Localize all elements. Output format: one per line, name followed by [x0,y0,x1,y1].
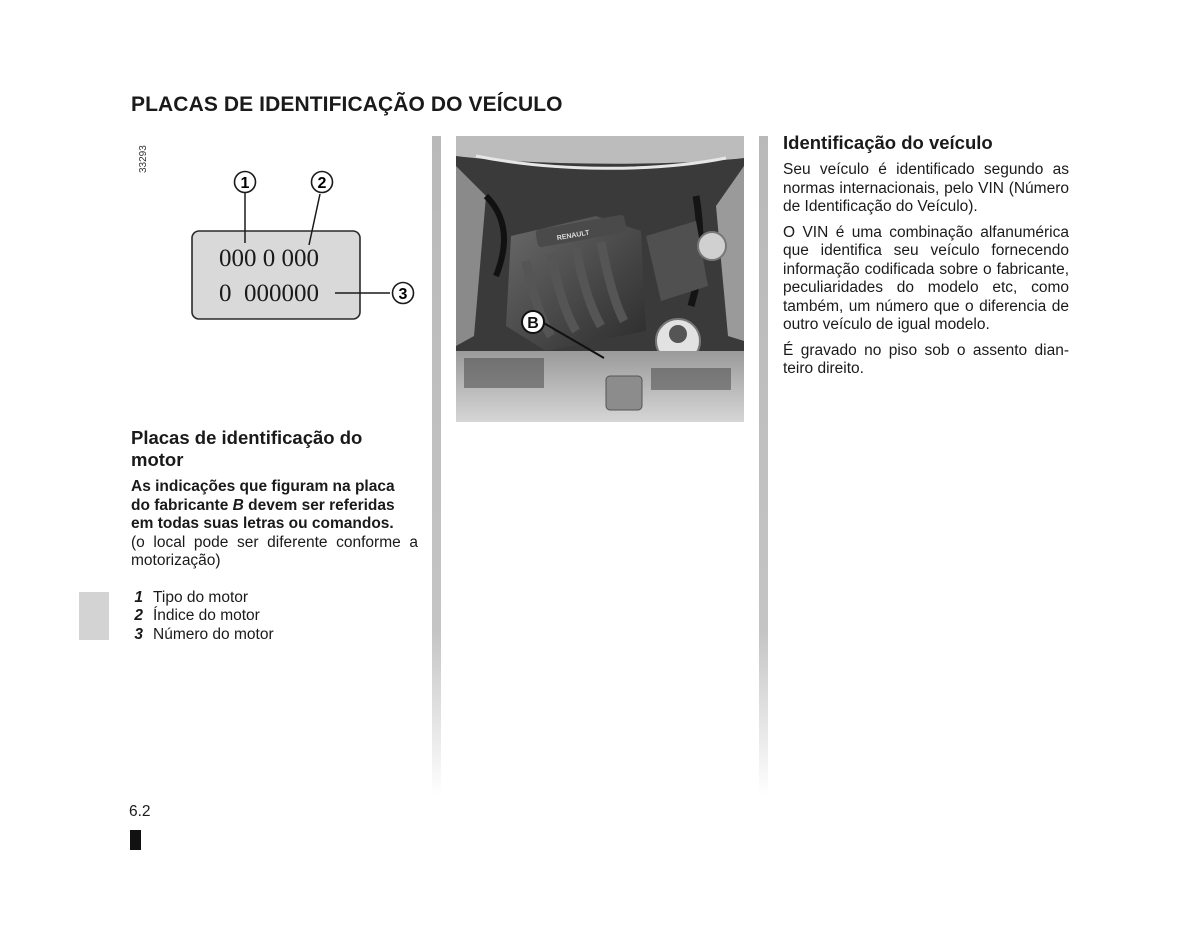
engine-plates-section [131,427,418,644]
vehicle-identification-heading: Identificação do veículo [783,132,993,153]
list-item: 2 Índice do motor [134,607,260,624]
svg-text:3: 3 [398,286,408,303]
engine-legend-list [131,589,418,645]
callout-b [522,311,544,333]
plate-line-2: 0 000000 [219,280,319,307]
callout-1 [235,172,256,193]
column-divider-right [759,136,768,796]
column-divider-left [432,136,441,796]
engine-plate-figure [185,165,425,330]
page-marker [130,830,141,850]
engine-plates-instruction: As indicações que figuram na placa do fabricante B devem ser referidas em todas suas letras ou comandos. [131,478,395,532]
svg-text:B: B [527,315,539,332]
engine-brand-label: RENAULT [556,229,591,243]
vin-paragraph-2: O VIN é uma combinação alfanumérica que identifica seu veículo fornecendo informação codificada sobre o fabricante, peculiaridades do modelo etc, como também, um número que o diferencia de outro veículo de igual modelo. [783,223,1069,333]
svg-text:2: 2 [317,175,327,192]
engine-plates-heading: Placas de identificação do motor [131,427,363,470]
list-item: 1 Tipo do motor [134,588,249,606]
engine-bay-photo [456,136,744,422]
vin-paragraph-3: É gravado no piso sob o assento dianteiro direito. [783,341,1069,377]
vehicle-identification-section [783,132,1069,379]
callout-2 [312,172,333,193]
page-number: 6.2 [129,803,151,820]
figure-code: 33293 [138,145,149,173]
list-item: 3 Número do motor [134,625,274,643]
callout-3 [393,283,414,304]
plate-line-1: 000 0 000 [219,245,319,272]
svg-text:1: 1 [240,175,250,192]
vin-paragraph-1: Seu veículo é identificado segundo as normas internacionais, pelo VIN (Número de Identificação do Veículo). [783,161,1069,215]
chapter-tab [79,592,109,640]
page-title: PLACAS DE IDENTIFICAÇÃO DO VEÍCULO [131,93,563,116]
engine-plates-note: (o local pode ser diferente conforme a motorização) [131,533,418,569]
